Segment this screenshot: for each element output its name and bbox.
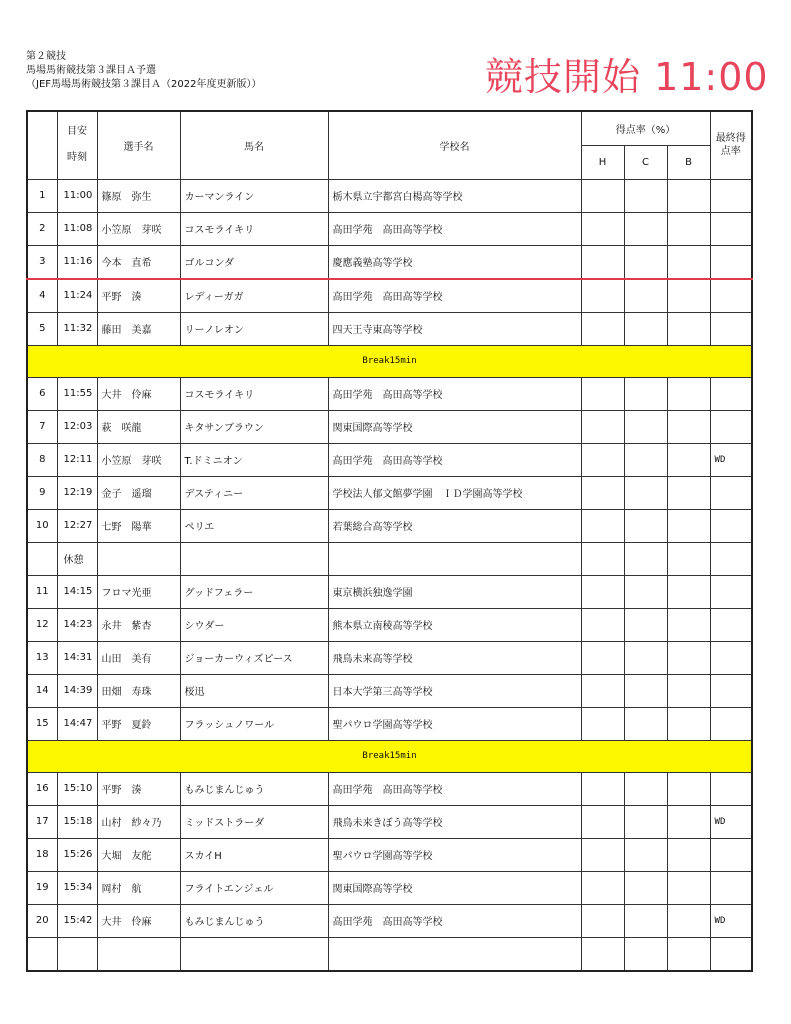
- c-header: C: [624, 145, 667, 179]
- horse-name: シウダー: [180, 608, 328, 641]
- empty-cell: [27, 542, 57, 575]
- score-c: [624, 312, 667, 345]
- jikoku-label: 時刻: [67, 152, 87, 164]
- rider-name: 大井 伶麻: [97, 904, 180, 937]
- score-h: [581, 904, 624, 937]
- table-row: [27, 312, 752, 345]
- score-h: [581, 509, 624, 542]
- rider-name: 篠原 弥生: [97, 179, 180, 212]
- table-row: [27, 212, 752, 245]
- empty-cell: [624, 542, 667, 575]
- break-row: [27, 740, 752, 772]
- score-b: [667, 443, 710, 476]
- school-name: 慶應義塾高等学校: [328, 245, 581, 279]
- rest-row: [27, 542, 752, 575]
- rider-name: 山村 紗々乃: [97, 805, 180, 838]
- horse-name: 桜迅: [180, 674, 328, 707]
- horse-name: キタサンブラウン: [180, 410, 328, 443]
- score-b: [667, 179, 710, 212]
- score-c: [624, 674, 667, 707]
- empty-cell: [667, 937, 710, 971]
- horse-name: コスモライキリ: [180, 212, 328, 245]
- score-b: [667, 641, 710, 674]
- score-b: [667, 805, 710, 838]
- entry-number: 15: [27, 707, 57, 740]
- start-time: 12:19: [57, 476, 97, 509]
- score-h: [581, 805, 624, 838]
- final-score: [710, 772, 752, 805]
- entry-number: 16: [27, 772, 57, 805]
- table-row: [27, 377, 752, 410]
- score-b: [667, 212, 710, 245]
- rider-name: 萩 咲龍: [97, 410, 180, 443]
- score-c: [624, 279, 667, 313]
- score-c: [624, 707, 667, 740]
- table-row: [27, 279, 752, 313]
- entry-number: 6: [27, 377, 57, 410]
- score-b: [667, 608, 710, 641]
- score-h: [581, 179, 624, 212]
- score-c: [624, 443, 667, 476]
- empty-cell: [27, 937, 57, 971]
- score-b: [667, 410, 710, 443]
- score-h: [581, 212, 624, 245]
- score-c: [624, 212, 667, 245]
- score-c: [624, 608, 667, 641]
- school-name: 四天王寺東高等学校: [328, 312, 581, 345]
- table-row: [27, 476, 752, 509]
- horse-name: もみじまんじゅう: [180, 772, 328, 805]
- rider-name: 平野 湊: [97, 772, 180, 805]
- table-row: [27, 509, 752, 542]
- rider-name: 藤田 美嘉: [97, 312, 180, 345]
- start-time: 12:03: [57, 410, 97, 443]
- empty-cell: [581, 937, 624, 971]
- final-score-header: 最終得点率: [710, 111, 752, 179]
- start-time: 14:47: [57, 707, 97, 740]
- entry-number: 14: [27, 674, 57, 707]
- table-row: [27, 410, 752, 443]
- start-time: 14:31: [57, 641, 97, 674]
- score-h: [581, 772, 624, 805]
- entry-number: 19: [27, 871, 57, 904]
- competition-title: 馬場馬術競技第３課目Ａ予選: [26, 65, 156, 76]
- start-time: 14:39: [57, 674, 97, 707]
- school-name: 高田学苑 高田高等学校: [328, 212, 581, 245]
- table-row: [27, 443, 752, 476]
- school-name: 関東国際高等学校: [328, 871, 581, 904]
- final-score: [710, 575, 752, 608]
- start-time: 15:34: [57, 871, 97, 904]
- horse-name: ペリエ: [180, 509, 328, 542]
- rider-header: 選手名: [97, 111, 180, 179]
- rest-label: 休憩: [57, 542, 97, 575]
- final-score: WD: [710, 904, 752, 937]
- entry-number: 9: [27, 476, 57, 509]
- school-name: 飛鳥未来高等学校: [328, 641, 581, 674]
- start-list-table: [26, 110, 753, 972]
- score-h: [581, 245, 624, 279]
- score-c: [624, 509, 667, 542]
- school-name: 日本大学第三高等学校: [328, 674, 581, 707]
- rider-name: 七野 陽華: [97, 509, 180, 542]
- horse-name: ミッドストラーダ: [180, 805, 328, 838]
- entry-number: 18: [27, 838, 57, 871]
- empty-cell: [667, 542, 710, 575]
- empty-cell: [710, 542, 752, 575]
- final-score: WD: [710, 443, 752, 476]
- rider-name: 岡村 航: [97, 871, 180, 904]
- final-score: WD: [710, 805, 752, 838]
- score-c: [624, 410, 667, 443]
- empty-row: [27, 937, 752, 971]
- score-b: [667, 871, 710, 904]
- no-header: [27, 111, 57, 179]
- rider-name: 大井 伶麻: [97, 377, 180, 410]
- score-h: [581, 838, 624, 871]
- entry-number: 3: [27, 245, 57, 279]
- horse-name: フライトエンジェル: [180, 871, 328, 904]
- score-b: [667, 772, 710, 805]
- score-c: [624, 871, 667, 904]
- entry-number: 10: [27, 509, 57, 542]
- final-score: [710, 476, 752, 509]
- school-name: 高田学苑 高田高等学校: [328, 772, 581, 805]
- score-b: [667, 245, 710, 279]
- start-time: 11:00: [57, 179, 97, 212]
- start-time: 11:55: [57, 377, 97, 410]
- score-b: [667, 476, 710, 509]
- school-name: 聖パウロ学園高等学校: [328, 707, 581, 740]
- start-list-body: [27, 179, 752, 971]
- start-time: 15:42: [57, 904, 97, 937]
- score-h: [581, 674, 624, 707]
- entry-number: 17: [27, 805, 57, 838]
- entry-number: 12: [27, 608, 57, 641]
- score-b: [667, 509, 710, 542]
- score-h: [581, 476, 624, 509]
- rider-name: 田畑 寿珠: [97, 674, 180, 707]
- score-b: [667, 707, 710, 740]
- start-time: 15:26: [57, 838, 97, 871]
- table-row: [27, 608, 752, 641]
- empty-cell: [328, 542, 581, 575]
- final-score: [710, 179, 752, 212]
- score-h: [581, 410, 624, 443]
- empty-cell: [97, 937, 180, 971]
- start-time: 12:11: [57, 443, 97, 476]
- empty-cell: [624, 937, 667, 971]
- school-header: 学校名: [328, 111, 581, 179]
- break-row: [27, 345, 752, 377]
- horse-name: スカイH: [180, 838, 328, 871]
- entry-number: 5: [27, 312, 57, 345]
- table-row: [27, 179, 752, 212]
- score-h: [581, 707, 624, 740]
- final-score: [710, 641, 752, 674]
- score-h: [581, 312, 624, 345]
- entry-number: 13: [27, 641, 57, 674]
- horse-name: ジョーカーウィズピース: [180, 641, 328, 674]
- score-b: [667, 312, 710, 345]
- school-name: 東京横浜独逸学園: [328, 575, 581, 608]
- horse-name: リーノレオン: [180, 312, 328, 345]
- final-score: [710, 707, 752, 740]
- school-name: 高田学苑 高田高等学校: [328, 904, 581, 937]
- empty-cell: [328, 937, 581, 971]
- empty-cell: [180, 542, 328, 575]
- start-time: 14:15: [57, 575, 97, 608]
- score-c: [624, 838, 667, 871]
- score-h: [581, 279, 624, 313]
- empty-cell: [57, 937, 97, 971]
- final-score: [710, 410, 752, 443]
- school-name: 飛鳥未来きぼう高等学校: [328, 805, 581, 838]
- rider-name: フロマ光亜: [97, 575, 180, 608]
- entry-number: 1: [27, 179, 57, 212]
- school-name: 若葉総合高等学校: [328, 509, 581, 542]
- horse-name: フラッシュノワール: [180, 707, 328, 740]
- school-name: 栃木県立宇都宮白楊高等学校: [328, 179, 581, 212]
- entry-number: 20: [27, 904, 57, 937]
- final-score: [710, 674, 752, 707]
- score-h: [581, 575, 624, 608]
- start-time: 11:16: [57, 245, 97, 279]
- table-row: [27, 772, 752, 805]
- table-row: [27, 575, 752, 608]
- rider-name: 小笠原 芽咲: [97, 443, 180, 476]
- horse-name: レディーガガ: [180, 279, 328, 313]
- final-score: [710, 608, 752, 641]
- rider-name: 小笠原 芽咲: [97, 212, 180, 245]
- final-score: [710, 245, 752, 279]
- entry-number: 2: [27, 212, 57, 245]
- score-c: [624, 476, 667, 509]
- score-h: [581, 608, 624, 641]
- entry-number: 4: [27, 279, 57, 313]
- school-name: 関東国際高等学校: [328, 410, 581, 443]
- final-score: [710, 212, 752, 245]
- table-row: [27, 707, 752, 740]
- start-time: 12:27: [57, 509, 97, 542]
- rider-name: 大堀 友舵: [97, 838, 180, 871]
- school-name: 学校法人郁文館夢学園 ＩＤ学園高等学校: [328, 476, 581, 509]
- score-b: [667, 904, 710, 937]
- school-name: 高田学苑 高田高等学校: [328, 377, 581, 410]
- school-name: 高田学苑 高田高等学校: [328, 279, 581, 313]
- score-h: [581, 377, 624, 410]
- start-time: 11:08: [57, 212, 97, 245]
- school-name: 熊本県立南稜高等学校: [328, 608, 581, 641]
- final-score: [710, 279, 752, 313]
- competition-subtitle: （JEF馬場馬術競技第３課目Ａ（2022年度更新版））: [26, 79, 262, 90]
- competition-number: 第２競技: [26, 51, 66, 62]
- h-header: H: [581, 145, 624, 179]
- score-b: [667, 279, 710, 313]
- score-header: 得点率（%）: [581, 111, 710, 145]
- table-row: [27, 871, 752, 904]
- start-time: 15:10: [57, 772, 97, 805]
- horse-name: もみじまんじゅう: [180, 904, 328, 937]
- final-score: [710, 838, 752, 871]
- break-label: Break15min: [27, 740, 752, 772]
- competition-header: [26, 50, 261, 92]
- rider-name: 金子 遥瑠: [97, 476, 180, 509]
- score-c: [624, 805, 667, 838]
- score-c: [624, 904, 667, 937]
- score-c: [624, 377, 667, 410]
- horse-header: 馬名: [180, 111, 328, 179]
- empty-cell: [710, 937, 752, 971]
- score-b: [667, 838, 710, 871]
- horse-name: ゴルコンダ: [180, 245, 328, 279]
- table-row: [27, 838, 752, 871]
- start-time: 15:18: [57, 805, 97, 838]
- horse-name: カーマンライン: [180, 179, 328, 212]
- start-time-title: 競技開始 11:00: [485, 55, 769, 99]
- score-h: [581, 443, 624, 476]
- table-row: [27, 641, 752, 674]
- time-header: [57, 111, 97, 179]
- score-c: [624, 179, 667, 212]
- score-h: [581, 641, 624, 674]
- rider-name: 永井 紫杏: [97, 608, 180, 641]
- school-name: 聖パウロ学園高等学校: [328, 838, 581, 871]
- empty-cell: [581, 542, 624, 575]
- rider-name: 今本 直希: [97, 245, 180, 279]
- entry-number: 8: [27, 443, 57, 476]
- table-row: [27, 904, 752, 937]
- table-row: [27, 674, 752, 707]
- score-h: [581, 871, 624, 904]
- entry-number: 7: [27, 410, 57, 443]
- table-row: [27, 245, 752, 279]
- final-score: [710, 871, 752, 904]
- table-row: [27, 805, 752, 838]
- score-c: [624, 772, 667, 805]
- final-score: [710, 509, 752, 542]
- score-b: [667, 575, 710, 608]
- start-time: 14:23: [57, 608, 97, 641]
- final-score: [710, 312, 752, 345]
- score-c: [624, 575, 667, 608]
- meyasu-label: 目安: [67, 126, 87, 138]
- b-header: B: [667, 145, 710, 179]
- break-label: Break15min: [27, 345, 752, 377]
- rider-name: 山田 美有: [97, 641, 180, 674]
- rider-name: 平野 湊: [97, 279, 180, 313]
- score-b: [667, 674, 710, 707]
- school-name: 高田学苑 高田高等学校: [328, 443, 581, 476]
- final-score: [710, 377, 752, 410]
- empty-cell: [180, 937, 328, 971]
- horse-name: デスティニー: [180, 476, 328, 509]
- entry-number: 11: [27, 575, 57, 608]
- score-c: [624, 641, 667, 674]
- score-b: [667, 377, 710, 410]
- horse-name: コスモライキリ: [180, 377, 328, 410]
- start-time: 11:32: [57, 312, 97, 345]
- horse-name: T.ドミニオン: [180, 443, 328, 476]
- rider-name: 平野 夏鈴: [97, 707, 180, 740]
- horse-name: グッドフェラー: [180, 575, 328, 608]
- empty-cell: [97, 542, 180, 575]
- score-c: [624, 245, 667, 279]
- start-time: 11:24: [57, 279, 97, 313]
